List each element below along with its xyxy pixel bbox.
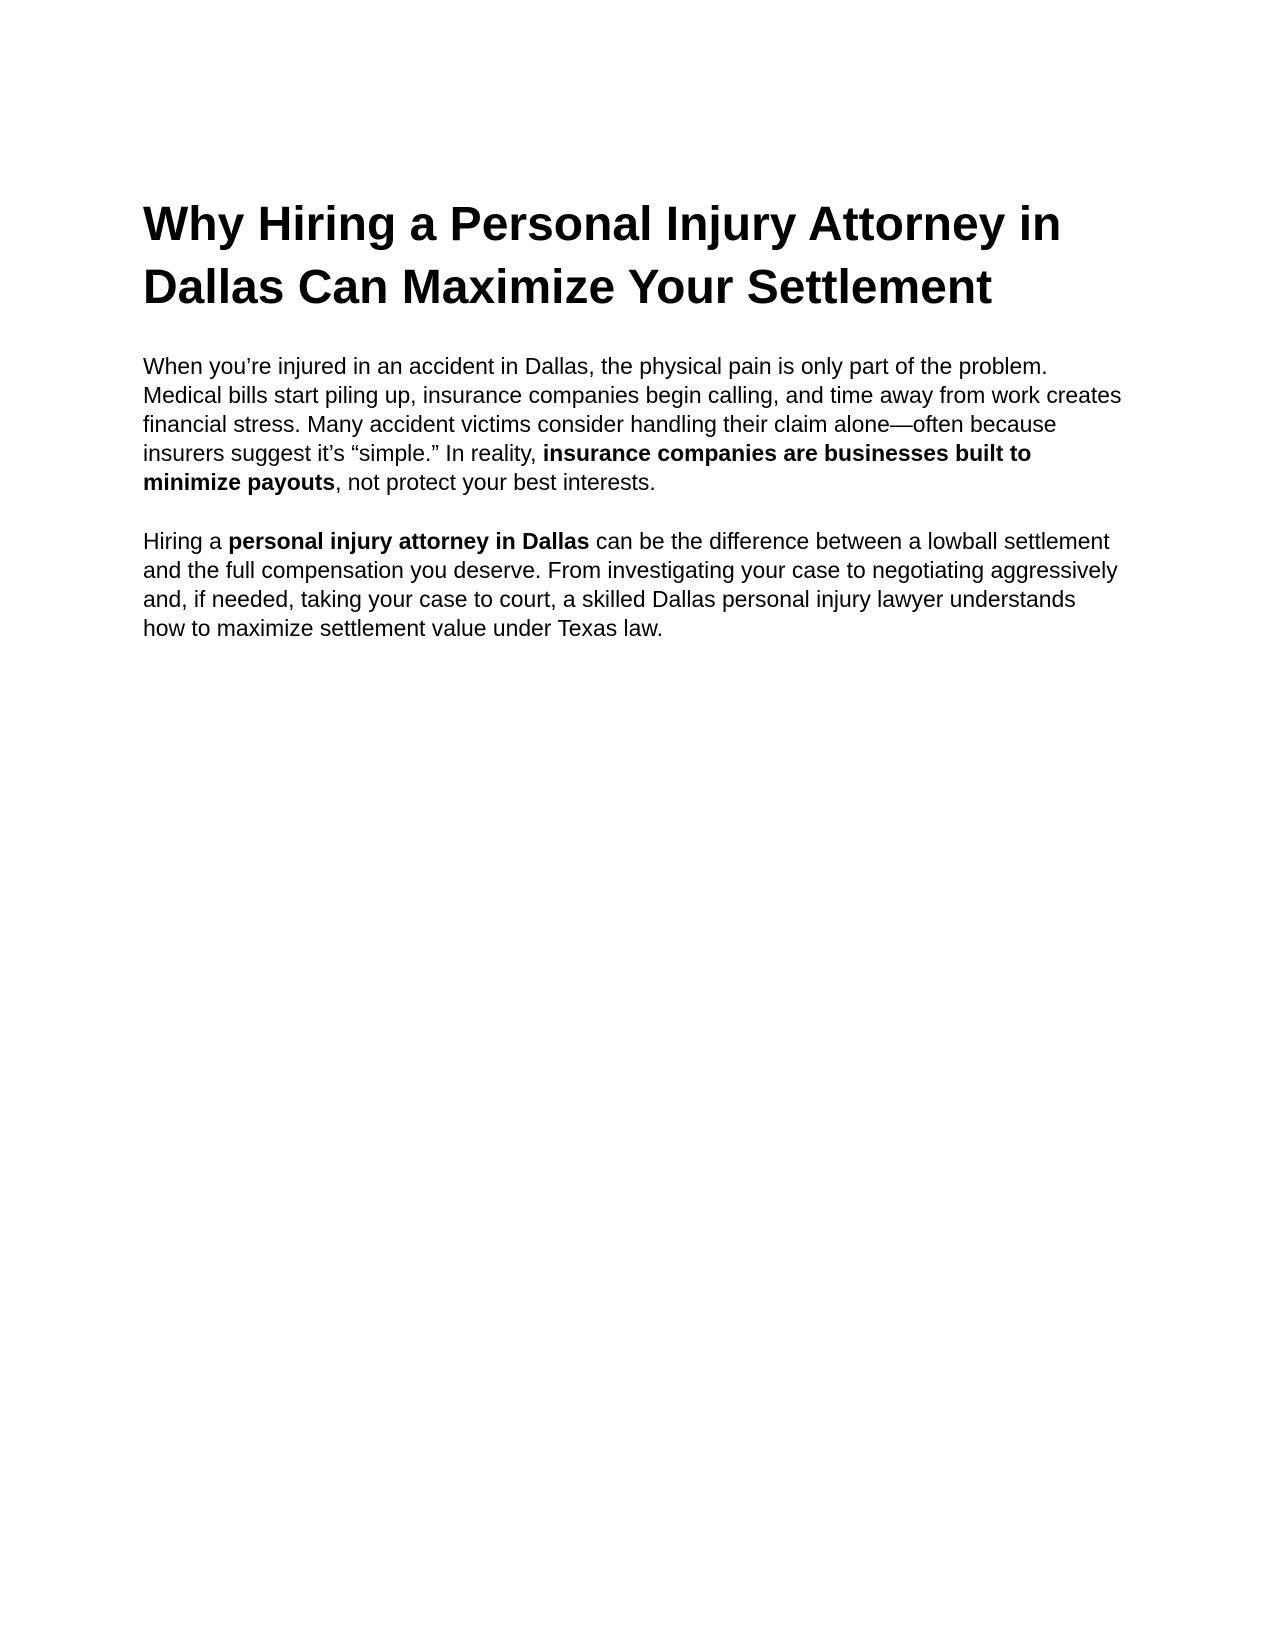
text-segment: can be the difference between a lowball settlement and the full compensation you deserve. From investigating your case to negotiating aggressively and, if needed, taking your case to court, a skilled Dallas personal injury lawyer understands how to maximize settlement value under Texas law. bbox=[143, 528, 1118, 641]
paragraph bbox=[143, 352, 1123, 497]
bold-text-segment: personal injury attorney in Dallas bbox=[228, 528, 590, 554]
bold-text-segment: insurance companies are businesses built to minimize payouts bbox=[143, 440, 1032, 495]
text-segment: When you’re injured in an accident in Dallas, the physical pain is only part of the problem. Medical bills start piling up, insurance companies begin calling, and time away from work creates financial stress. Many accident victims consider handling their claim alone—often because insurers suggest it’s “simple.” In reality, bbox=[143, 353, 1122, 466]
text-segment: Hiring a bbox=[143, 528, 229, 554]
paragraph bbox=[143, 527, 1123, 643]
document-content bbox=[143, 193, 1123, 673]
document-body bbox=[143, 352, 1123, 643]
document-title: Why Hiring a Personal Injury Attorney in Dallas Can Maximize Your Settlement bbox=[143, 198, 1062, 314]
text-segment: , not protect your best interests. bbox=[335, 469, 656, 495]
